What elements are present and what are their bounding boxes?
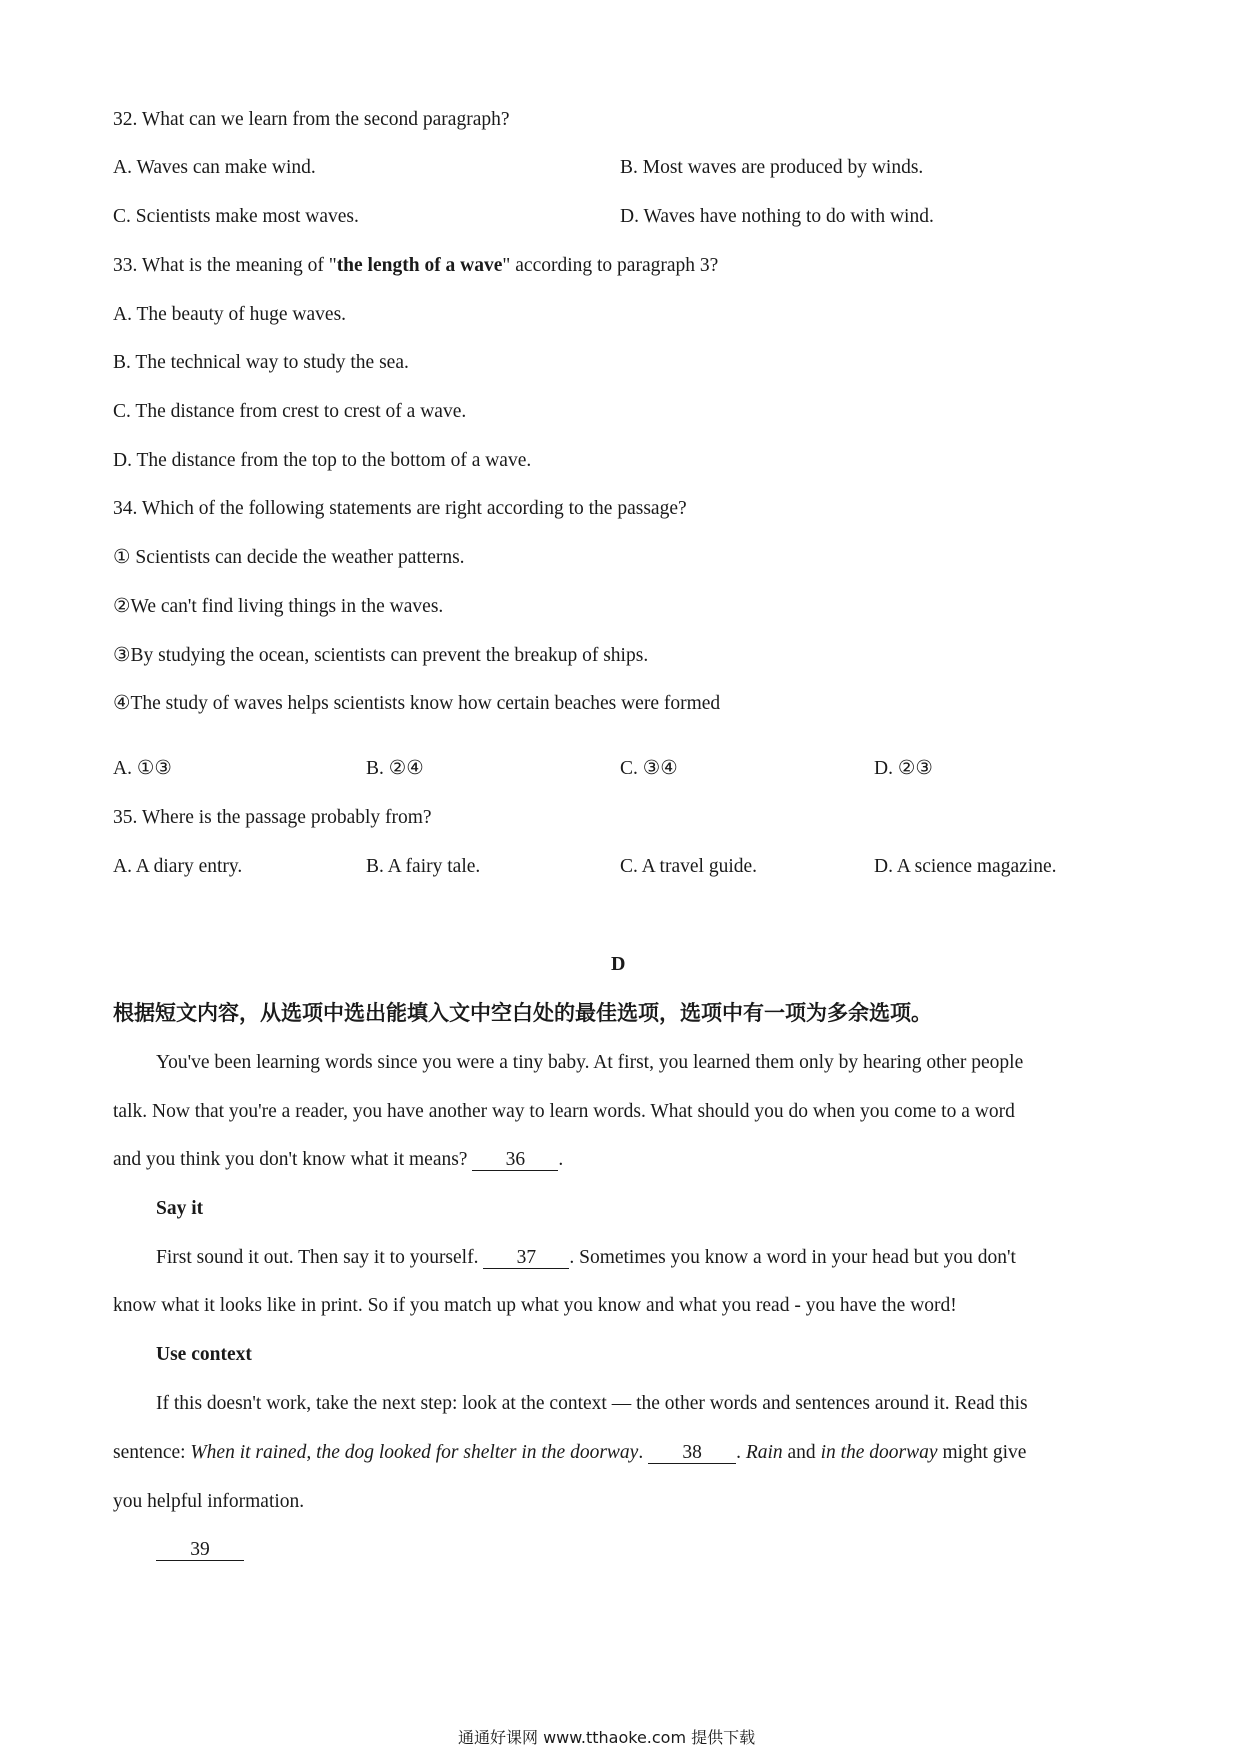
section-instruction: 根据短文内容，从选项中选出能填入文中空白处的最佳选项，选项中有一项为多余选项。 [113,1001,932,1025]
passage-text: might give [942,1442,1027,1463]
question-34-stem: 34. Which of the following statements are right according to the passage? [113,498,687,519]
q32-option-a: A. Waves can make wind. [113,157,316,178]
passage-line: you helpful information. [113,1491,305,1512]
q32-option-b: B. Most waves are produced by winds. [620,157,924,178]
q33-option-c: C. The distance from crest to crest of a wave. [113,401,467,422]
passage-text: First sound it out. Then say it to yourself. [156,1247,479,1268]
heading-use-context: Use context [156,1344,252,1365]
passage-text: . [736,1442,741,1463]
passage-line [156,1538,244,1562]
passage-text: and [787,1442,816,1463]
keyword-doorway: in the doorway [820,1442,938,1463]
q34-statement-4: ④The study of waves helps scientists know how certain beaches were formed [113,693,721,714]
q34-option-a: A. ①③ [113,758,172,779]
section-title: D [611,953,626,975]
q33-option-a: A. The beauty of huge waves. [113,304,347,325]
passage-text: . [558,1149,564,1170]
passage-line [113,1441,1026,1465]
passage-line: If this doesn't work, take the next step: look at the context — the other words and sentences around it. Read this [156,1393,1028,1414]
heading-say-it: Say it [156,1198,204,1219]
passage-line: You've been learning words since you were a tiny baby. At first, you learned them only by hearing other people [156,1052,1024,1073]
example-sentence: When it rained, the dog looked for shelter in the doorway [190,1442,639,1463]
blank-36: 36 [472,1150,558,1171]
passage-line [156,1246,1016,1270]
passage-text: sentence: [113,1442,186,1463]
blank-37: 37 [483,1248,569,1269]
q33-stem-post: " according to paragraph 3? [502,255,719,276]
q33-stem-pre: 33. What is the meaning of " [113,255,337,276]
q34-statement-3: ③By studying the ocean, scientists can prevent the breakup of ships. [113,645,649,666]
passage-text: . Sometimes you know a word in your head but you don't [569,1247,1016,1268]
q34-option-d: D. ②③ [874,758,933,779]
q33-option-b: B. The technical way to study the sea. [113,352,409,373]
q33-stem-bold: the length of a wave [336,255,503,276]
q35-option-c: C. A travel guide. [620,856,758,877]
q35-option-b: B. A fairy tale. [366,856,481,877]
passage-text: and you think you don't know what it means? [113,1149,468,1170]
q34-option-b: B. ②④ [366,758,424,779]
blank-39: 39 [156,1540,244,1561]
passage-line: know what it looks like in print. So if you match up what you know and what you read - you have the word! [113,1295,957,1316]
q34-statement-1: ① Scientists can decide the weather patterns. [113,547,465,568]
passage-text: . [638,1442,644,1463]
q32-option-c: C. Scientists make most waves. [113,206,359,227]
blank-38: 38 [648,1443,736,1464]
passage-line: talk. Now that you're a reader, you have another way to learn words. What should you do when you come to a word [113,1101,1015,1122]
question-33-stem [113,254,718,278]
q33-option-d: D. The distance from the top to the bottom of a wave. [113,450,532,471]
q35-option-a: A. A diary entry. [113,856,243,877]
q32-option-d: D. Waves have nothing to do with wind. [620,206,934,227]
question-35-stem: 35. Where is the passage probably from? [113,807,432,828]
passage-line [113,1148,563,1172]
question-32-stem: 32. What can we learn from the second paragraph? [113,109,510,130]
keyword-rain: Rain [745,1442,783,1463]
q35-option-d: D. A science magazine. [874,856,1057,877]
q34-option-c: C. ③④ [620,758,678,779]
page-footer: 通通好课网 www.tthaoke.com 提供下载 [458,1728,756,1747]
q34-statement-2: ②We can't find living things in the waves. [113,596,444,617]
